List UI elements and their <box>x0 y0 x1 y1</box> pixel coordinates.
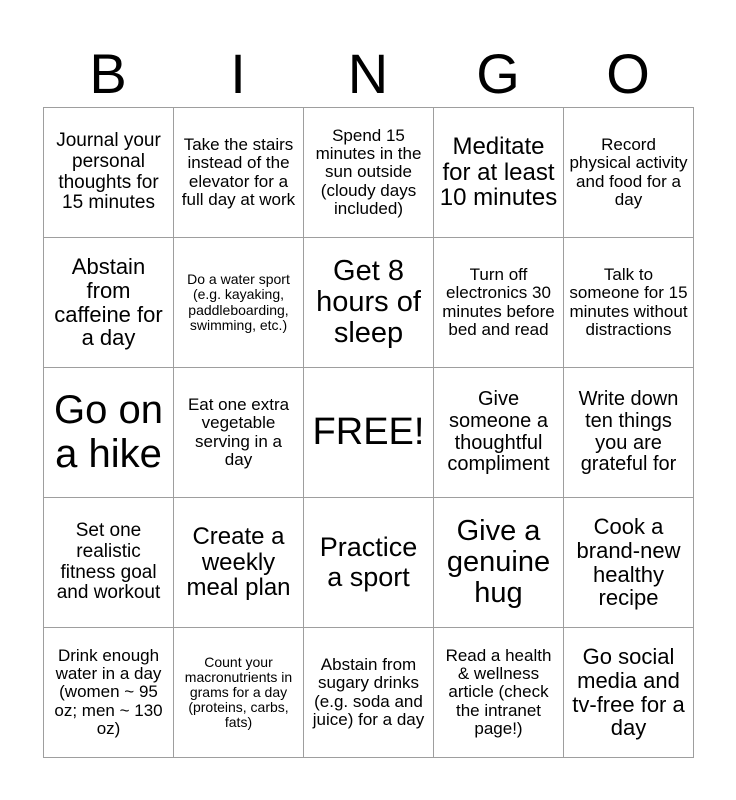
bingo-header <box>43 40 693 108</box>
bingo-cell: Get 8 hours of sleep <box>304 238 434 368</box>
board-row-2 <box>44 238 694 368</box>
bingo-cell: Take the stairs instead of the elevator for a full day at work <box>174 108 304 238</box>
bingo-cell: Abstain from caffeine for a day <box>44 238 174 368</box>
header-letter-b: B <box>89 42 127 105</box>
bingo-cell: Cook a brand-new healthy recipe <box>564 498 694 628</box>
header-letter-g: G <box>476 42 520 105</box>
bingo-cell: Go on a hike <box>44 368 174 498</box>
bingo-cell: Practice a sport <box>304 498 434 628</box>
bingo-cell: Do a water sport (e.g. kayaking, paddleboarding, swimming, etc.) <box>174 238 304 368</box>
bingo-cell: Drink enough water in a day (women ~ 95 oz; men ~ 130 oz) <box>44 628 174 758</box>
bingo-cell: Turn off electronics 30 minutes before bed and read <box>434 238 564 368</box>
bingo-board <box>43 107 694 758</box>
bingo-cell: Read a health & wellness article (check the intranet page!) <box>434 628 564 758</box>
header-letter-i: I <box>230 42 246 105</box>
board-row-1 <box>44 108 694 238</box>
free-space-cell: FREE! <box>304 368 434 498</box>
bingo-cell: Journal your personal thoughts for 15 minutes <box>44 108 174 238</box>
header-letter-n: N <box>347 42 389 105</box>
bingo-cell: Record physical activity and food for a day <box>564 108 694 238</box>
bingo-cell: Meditate for at least 10 minutes <box>434 108 564 238</box>
bingo-cell: Give someone a thoughtful compliment <box>434 368 564 498</box>
bingo-cell: Set one realistic fitness goal and workout <box>44 498 174 628</box>
bingo-cell: Spend 15 minutes in the sun outside (cloudy days included) <box>304 108 434 238</box>
board-row-3 <box>44 368 694 498</box>
bingo-cell: Create a weekly meal plan <box>174 498 304 628</box>
bingo-cell: Count your macronutrients in grams for a day (proteins, carbs, fats) <box>174 628 304 758</box>
bingo-cell: Eat one extra vegetable serving in a day <box>174 368 304 498</box>
bingo-cell: Go social media and tv-free for a day <box>564 628 694 758</box>
header-letter-o: O <box>606 42 650 105</box>
board-row-4 <box>44 498 694 628</box>
bingo-cell: Give a genuine hug <box>434 498 564 628</box>
bingo-cell: Abstain from sugary drinks (e.g. soda and juice) for a day <box>304 628 434 758</box>
bingo-cell: Talk to someone for 15 minutes without distractions <box>564 238 694 368</box>
board-row-5 <box>44 628 694 758</box>
bingo-cell: Write down ten things you are grateful for <box>564 368 694 498</box>
